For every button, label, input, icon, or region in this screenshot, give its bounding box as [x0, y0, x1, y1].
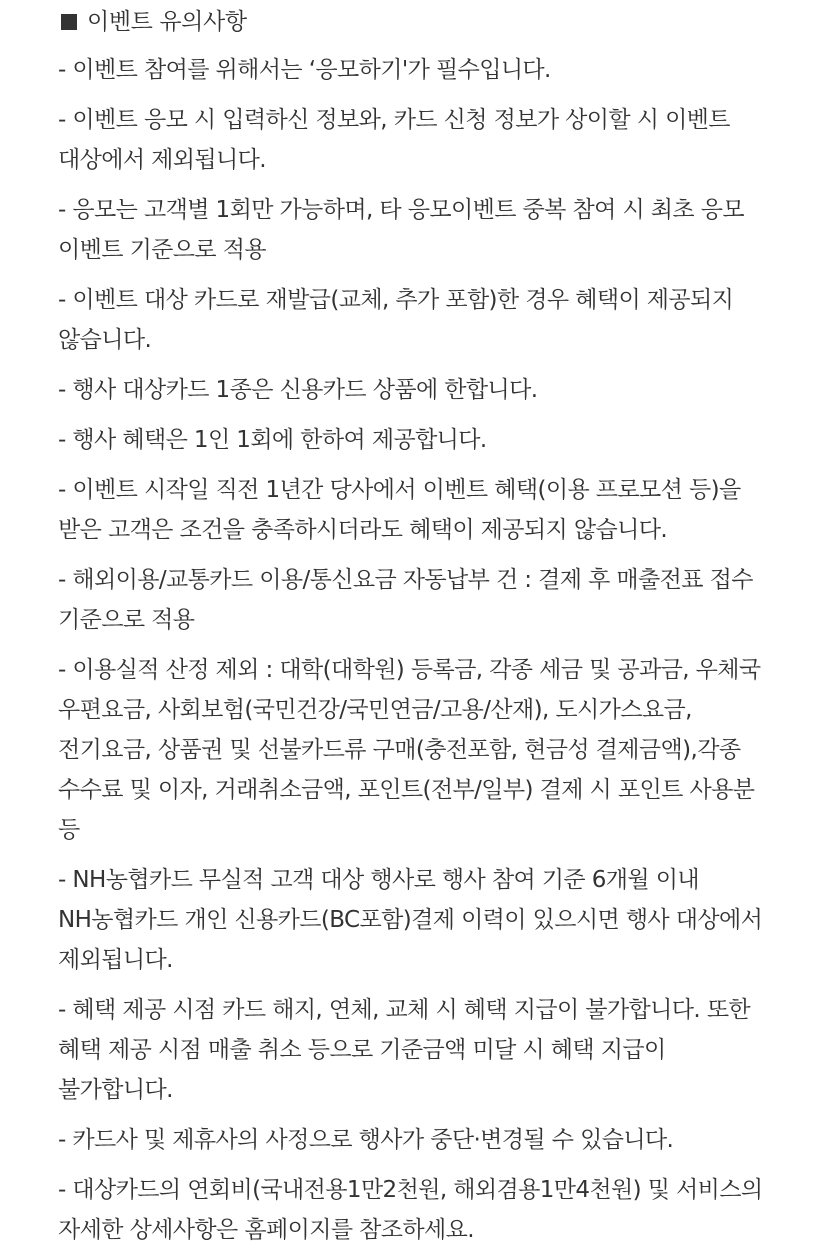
notice-item: - 응모는 고객별 1회만 가능하며, 타 응모이벤트 중복 참여 시 최초 응모 이벤트 기준으로 적용: [58, 197, 744, 263]
square-bullet-icon: [61, 14, 77, 30]
notice-item: - 대상카드의 연회비(국내전용1만2천원, 해외겸용1만4천원) 및 서비스의 자세한 상세사항은 홈페이지를 참조하세요.: [58, 1177, 763, 1243]
notice-item: - 이벤트 시작일 직전 1년간 당사에서 이벤트 혜택(이용 프로모션 등)을 받은 고객은 조건을 충족하시더라도 혜택이 제공되지 않습니다.: [58, 477, 741, 543]
notice-item: - 카드사 및 제휴사의 사정으로 행사가 중단·변경될 수 있습니다.: [58, 1127, 674, 1153]
notice-item: - 이벤트 응모 시 입력하신 정보와, 카드 신청 정보가 상이할 시 이벤트 대상에서 제외됩니다.: [58, 107, 730, 173]
notice-item: - 이벤트 참여를 위해서는 ‘응모하기'가 필수입니다.: [58, 57, 551, 83]
notice-item: - NH농협카드 무실적 고객 대상 행사로 행사 참여 기준 6개월 이내 NH농협카드 개인 신용카드(BC포함)결제 이력이 있으시면 행사 대상에서 제외됩니다.: [58, 867, 763, 973]
notice-title: [58, 0, 774, 44]
notice-item: - 해외이용/교통카드 이용/통신요금 자동납부 건 : 결제 후 매출전표 접수 기준으로 적용: [58, 567, 753, 633]
notice-item: - 혜택 제공 시점 카드 해지, 연체, 교체 시 혜택 지급이 불가합니다. 또한 혜택 제공 시점 매출 취소 등으로 기준금액 미달 시 혜택 지급이 불가합니다.: [58, 997, 751, 1103]
notice-item: - 행사 대상카드 1종은 신용카드 상품에 한합니다.: [58, 377, 538, 403]
notice-item: - 이벤트 대상 카드로 재발급(교체, 추가 포함)한 경우 혜택이 제공되지 않습니다.: [58, 287, 734, 353]
notice-item: - 이용실적 산정 제외 : 대학(대학원) 등록금, 각종 세금 및 공과금, 우체국 우편요금, 사회보험(국민건강/국민연금/고용/산재), 도시가스요금, 전기요금, 상품권 및 선불카드류 구매(충전포함, 현금성 결제금액),각종 수수료 및 이자, 거래취소금액, 포인트(전부/일부) 결제 시 포인트 사용분 등: [58, 657, 761, 843]
notice-item: - 행사 혜택은 1인 1회에 한하여 제공합니다.: [58, 427, 487, 453]
notice-title-text: 이벤트 유의사항: [87, 9, 247, 35]
event-notice-section: [58, 0, 774, 1260]
